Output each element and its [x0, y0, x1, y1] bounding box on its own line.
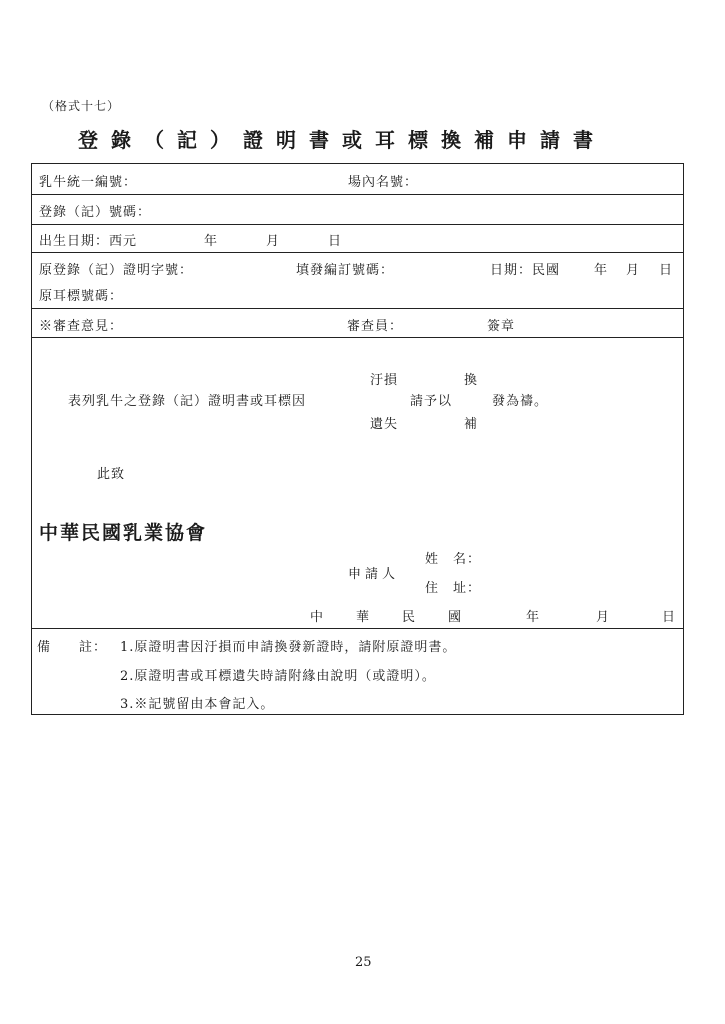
statement-text-after: 發為禱。: [492, 394, 549, 409]
date-month: 月: [626, 263, 641, 278]
birth-date-field: 出生日期：西元: [39, 234, 138, 249]
issue-no-field: 填發編訂號碼：: [296, 263, 395, 278]
registration-no-field: 登錄（記）號碼：: [39, 205, 152, 220]
cattle-id-field: 乳牛統一編號：: [39, 175, 138, 190]
note-item: 3.※記號留由本會記入。: [120, 697, 275, 712]
row-divider: [31, 337, 684, 338]
reason-lost: 遺失: [370, 417, 399, 432]
notes-label: 備 註：: [37, 640, 108, 655]
original-cert-no-field: 原登錄（記）證明字號：: [39, 263, 194, 278]
action-reissue: 補: [464, 417, 479, 432]
footer-year: 年: [526, 610, 541, 625]
date-char: 國: [448, 610, 463, 625]
footer-month: 月: [596, 610, 611, 625]
row-divider: [31, 308, 684, 309]
reviewer-field: 審查員：: [347, 319, 404, 334]
note-item: 2.原證明書或耳標遺失時請附緣由說明（或證明）。: [120, 669, 436, 684]
statement-text-before: 表列乳牛之登錄（記）證明書或耳標因: [68, 394, 307, 409]
date-day: 日: [659, 263, 674, 278]
recipient-association: 中華民國乳業協會: [39, 522, 208, 544]
footer-day: 日: [662, 610, 677, 625]
review-opinion-field: ※審查意見：: [39, 319, 124, 334]
date-char: 華: [356, 610, 371, 625]
form-title: 登錄（記）證明書或耳標換補申請書: [78, 128, 606, 152]
birth-month: 月: [266, 234, 281, 249]
applicant-name-label: 姓 名：: [425, 552, 482, 567]
form-code: （格式十七）: [42, 99, 121, 113]
note-item: 1.原證明書因汙損而申請換發新證時，請附原證明書。: [120, 640, 457, 655]
farm-name-field: 場內名號：: [348, 175, 419, 190]
statement-text-middle: 請予以: [410, 394, 453, 409]
closing-text: 此致: [97, 467, 126, 482]
action-replace: 換: [464, 373, 479, 388]
row-divider: [31, 628, 684, 629]
applicant-label: 申請人: [348, 567, 400, 582]
row-divider: [31, 194, 684, 195]
applicant-address-label: 住 址：: [425, 581, 482, 596]
date-year: 年: [594, 263, 609, 278]
row-divider: [31, 252, 684, 253]
date-field: 日期：民國: [490, 263, 561, 278]
date-char: 中: [310, 610, 325, 625]
birth-day: 日: [328, 234, 343, 249]
date-char: 民: [402, 610, 417, 625]
birth-year: 年: [204, 234, 219, 249]
original-ear-tag-field: 原耳標號碼：: [39, 289, 124, 304]
reason-damaged: 汙損: [370, 373, 399, 388]
row-divider: [31, 224, 684, 225]
page-number: 25: [355, 955, 372, 970]
signature-field: 簽章: [487, 319, 516, 334]
